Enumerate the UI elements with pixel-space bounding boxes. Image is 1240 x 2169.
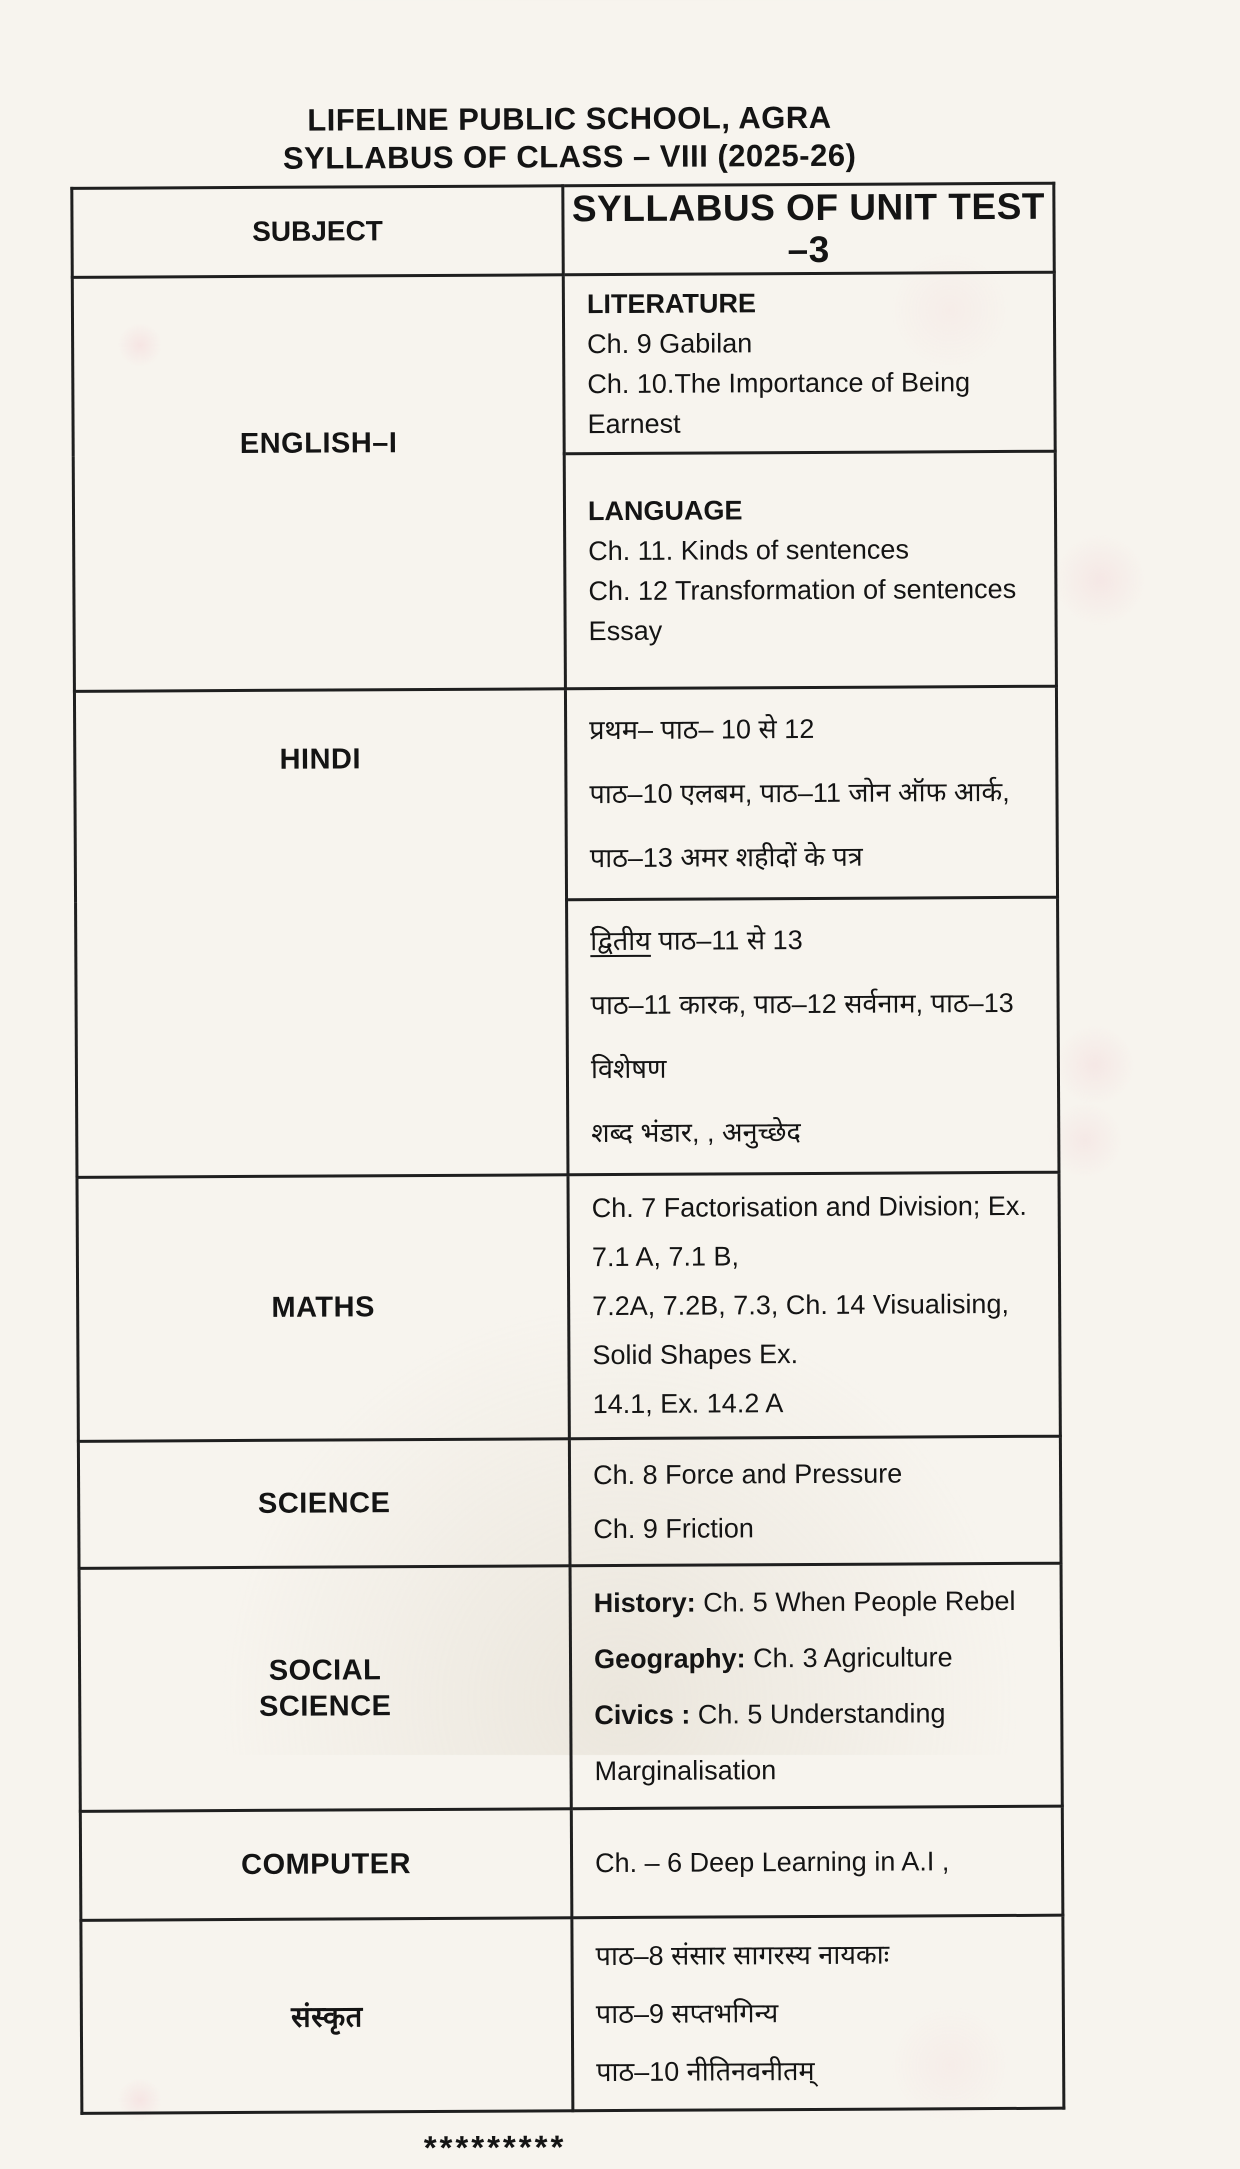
subject-label-sanskrit: संस्कृत <box>81 1918 573 2114</box>
sanskrit-cell <box>572 1915 1064 2111</box>
table-row <box>81 1915 1064 2113</box>
language-item: Ch. 12 Transformation of sentences <box>588 573 1017 607</box>
hindi-line <box>590 907 1044 973</box>
table-row <box>72 272 1055 456</box>
hindi-part2-range: पाठ–11 से 13 <box>650 925 803 956</box>
maths-line: 14.1, Ex. 14.2 A <box>592 1388 784 1420</box>
hindi-line: पाठ–13 अमर शहीदों के पत्र <box>589 841 863 874</box>
class-syllabus-subtitle: SYLLABUS OF CLASS – VIII (2025-26) <box>282 137 857 176</box>
social-entry-text: Ch. 5 When People Rebel <box>695 1585 1016 1618</box>
table-row <box>77 1172 1060 1441</box>
sanskrit-line: पाठ–10 नीतिनवनीतम् <box>596 2055 815 2088</box>
social-entry-label: History: <box>593 1587 696 1619</box>
hindi-part1-cell <box>565 686 1057 900</box>
subject-label-science: SCIENCE <box>78 1439 570 1569</box>
social-science-cell <box>570 1563 1062 1809</box>
subject-label-hindi: HINDI <box>74 689 568 1178</box>
english-language-cell <box>564 451 1056 689</box>
social-entry-text: Ch. 3 Agriculture <box>745 1642 953 1674</box>
maths-line: Ch. 7 Factorisation and Division; Ex. 7.1 A, 7.1 B, <box>591 1190 1027 1273</box>
table-row <box>78 1436 1061 1568</box>
table-row <box>79 1563 1062 1811</box>
table-header-row <box>72 183 1054 277</box>
social-entry <box>594 1685 1049 1799</box>
social-entry-label: Civics : <box>594 1699 691 1731</box>
hindi-line: पाठ–10 एलबम, पाठ–11 जोन ऑफ आर्क, <box>589 776 1010 810</box>
hindi-part2-cell <box>567 897 1059 1175</box>
maths-cell <box>568 1172 1060 1439</box>
hindi-line: शब्द भंडार, , अनुच्छेद <box>591 1117 801 1149</box>
column-header-subject: SUBJECT <box>72 186 563 278</box>
language-item: Essay <box>588 615 663 647</box>
hindi-line: प्रथम– पाठ– 10 से 12 <box>589 713 815 746</box>
social-entry <box>594 1629 1048 1687</box>
subject-label-maths: MATHS <box>77 1175 569 1442</box>
social-entry <box>594 1573 1048 1631</box>
language-item: Ch. 11. Kinds of sentences <box>588 534 909 567</box>
language-heading: LANGUAGE <box>587 495 743 527</box>
computer-cell: Ch. – 6 Deep Learning in A.I , <box>571 1806 1063 1918</box>
science-cell <box>569 1436 1061 1566</box>
social-label-line: SOCIAL <box>268 1654 382 1687</box>
social-label-line: SCIENCE <box>258 1690 392 1723</box>
science-line: Ch. 8 Force and Pressure <box>592 1458 903 1491</box>
social-entry-label: Geography: <box>593 1643 746 1675</box>
literature-item: Ch. 10.The Importance of Being Earnest <box>587 367 971 440</box>
subject-label-computer: COMPUTER <box>80 1809 572 1921</box>
column-header-unit-test: SYLLABUS OF UNIT TEST –3 <box>563 183 1054 275</box>
table-row <box>80 1806 1063 1920</box>
literature-item: Ch. 9 Gabilan <box>587 328 753 360</box>
social-entry-text: Ch. 5 Understanding Marginalisation <box>594 1698 946 1787</box>
subject-label-english: ENGLISH–I <box>72 275 565 692</box>
footer-asterisks: ********* <box>423 2128 567 2167</box>
maths-line: 7.2A, 7.2B, 7.3, Ch. 14 Visualising, Solid Shapes Ex. <box>592 1288 1010 1371</box>
hindi-line: पाठ–11 कारक, पाठ–12 सर्वनाम, पाठ–13 विशेषण <box>590 987 1014 1085</box>
english-literature-cell <box>563 272 1055 454</box>
hindi-part2-underlined-word: द्वितीय <box>590 925 651 957</box>
sanskrit-line: पाठ–9 सप्तभगिन्य <box>595 1998 779 2030</box>
literature-heading: LITERATURE <box>586 288 756 320</box>
table-row <box>74 686 1057 902</box>
page-header <box>77 98 1062 179</box>
syllabus-table <box>70 182 1065 2115</box>
school-name: LIFELINE PUBLIC SCHOOL, AGRA <box>307 99 832 138</box>
science-line: Ch. 9 Friction <box>593 1513 754 1545</box>
sanskrit-line: पाठ–8 संसार सागरस्य नायकाः <box>595 1939 890 1972</box>
subject-label-social-science <box>79 1566 571 1812</box>
